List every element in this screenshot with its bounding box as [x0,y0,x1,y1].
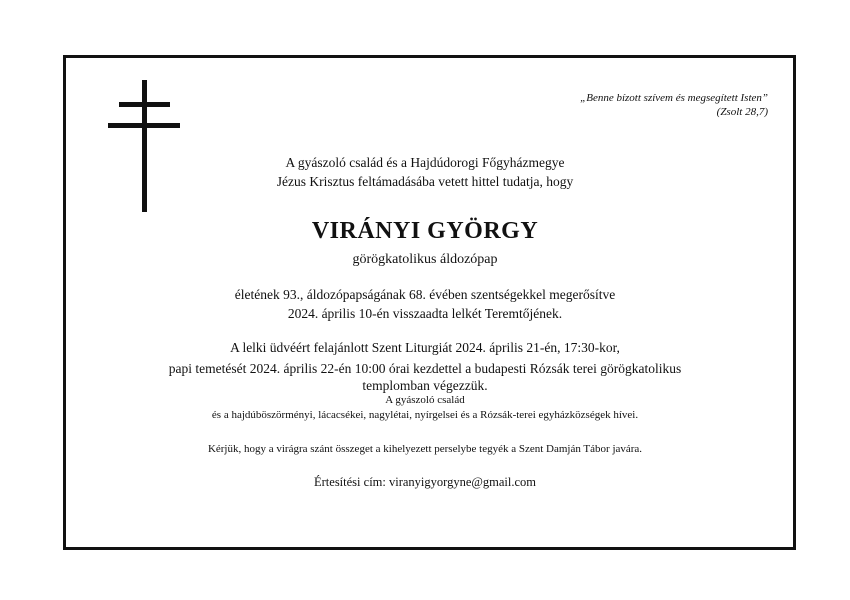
funeral-line-3: templomban végezzük. [362,378,488,393]
bible-quote-text: „Benne bízott szívem és megsegített Isten” [580,92,768,104]
bible-quote [580,91,768,119]
intro-line-2: Jézus Krisztus feltámadásába vetett hittel tudatja, hogy [276,174,574,189]
death-line-1: életének 93., áldozópapságának 68. évében szentségekkel megerősítve [234,287,616,302]
mourners-line-2: és a hajdúböszörményi, lácacsékei, nagylétai, nyírgelsei és a Rózsák-terei egyházközségek hívei. [211,409,639,421]
double-cross-icon [108,80,180,212]
deceased-name: VIRÁNYI GYÖRGY [311,218,539,244]
deceased-title: görögkatolikus áldozópap [352,252,498,267]
bible-quote-reference: (Zsolt 28,7) [716,106,768,118]
contact-address: Értesítési cím: viranyigyorgyne@gmail.com [314,475,536,489]
mourners-line-1: A gyászoló család [385,394,465,406]
funeral-line-2: papi temetését 2024. április 22-én 10:00 órai kezdettel a budapesti Rózsák terei görögkatolikus [168,361,682,376]
donation-note: Kérjük, hogy a virágra szánt összeget a kihelyezett perselybe tegyék a Szent Damján Tábor javára. [207,443,643,455]
death-line-2: 2024. április 10-én visszaadta lelkét Teremtőjének. [287,306,563,321]
intro-line-1: A gyászoló család és a Hajdúdorogi Főgyházmegye [285,155,565,170]
funeral-line-1: A lelki üdvéért felajánlott Szent Liturgiát 2024. április 21-én, 17:30-kor, [230,340,620,355]
